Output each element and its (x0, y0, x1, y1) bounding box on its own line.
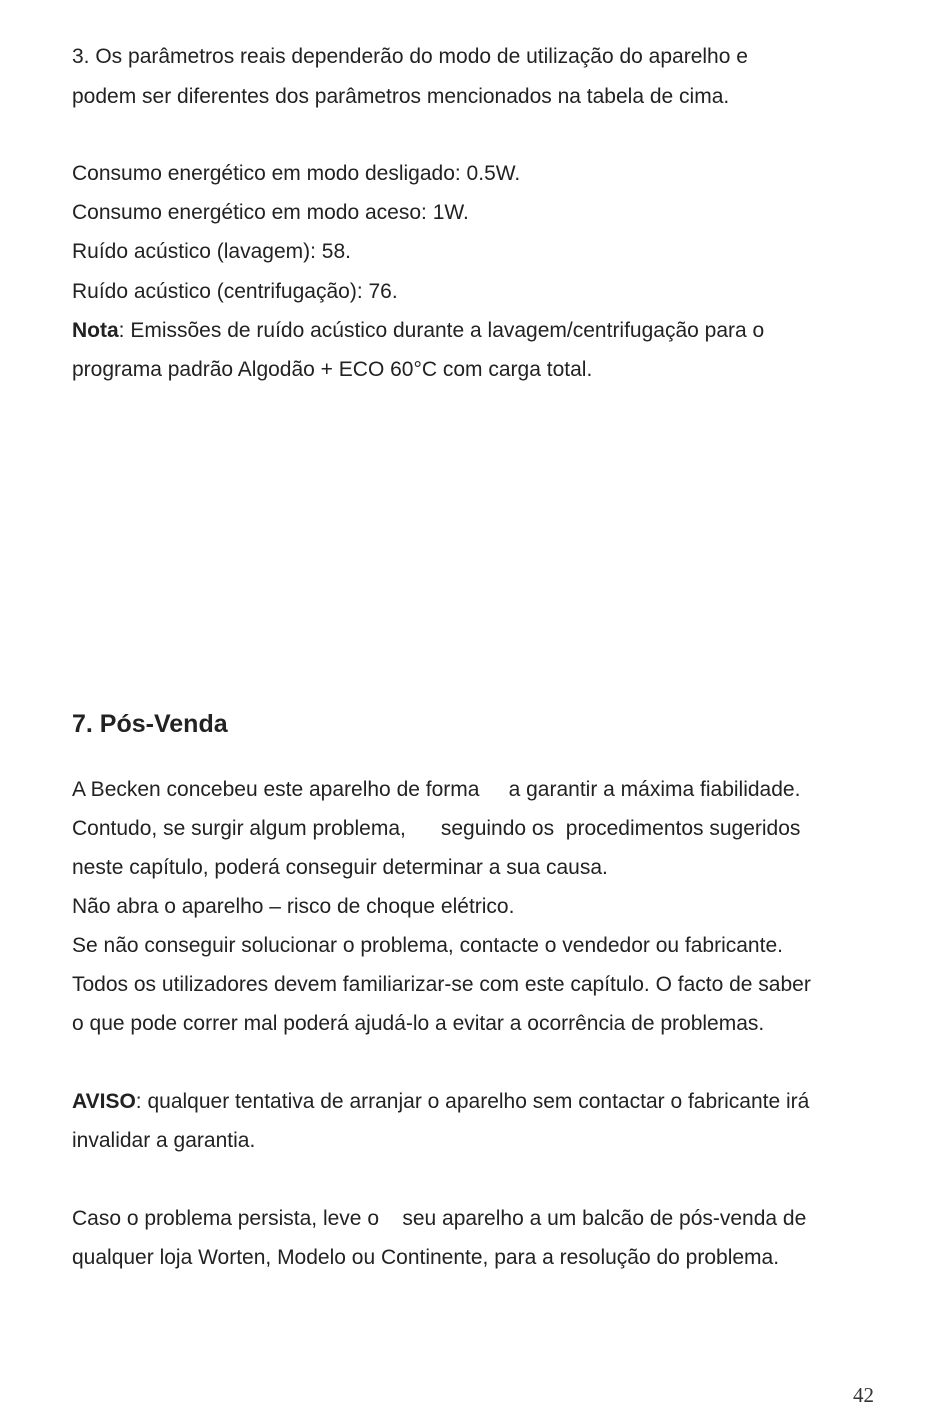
paragraph-line: Todos os utilizadores devem familiarizar-se com este capítulo. O facto de saber (72, 973, 811, 996)
aviso-text: : qualquer tentativa de arranjar o aparelho sem contactar o fabricante irá (135, 1090, 810, 1113)
aviso-label: AVISO (72, 1090, 136, 1113)
final-paragraph-line: Caso o problema persista, leve o seu aparelho a um balcão de pós-venda de (72, 1207, 807, 1230)
paragraph-line: Não abra o aparelho – risco de choque elétrico. (72, 895, 515, 918)
warning-line-2: invalidar a garantia. (72, 1129, 256, 1152)
section-title: 7. Pós-Venda (72, 710, 228, 738)
paragraph-line: neste capítulo, poderá conseguir determinar a sua causa. (72, 856, 608, 879)
spec-nota-line-1 (72, 318, 764, 344)
note-item-3-line-1: 3. Os parâmetros reais dependerão do modo de utilização do aparelho e (72, 45, 748, 68)
spec-on-mode-power: Consumo energético em modo aceso: 1W. (72, 201, 469, 224)
note-item-3-line-2: podem ser diferentes dos parâmetros mencionados na tabela de cima. (72, 85, 730, 108)
spec-off-mode-power: Consumo energético em modo desligado: 0.5W. (72, 162, 521, 185)
page-number: 42 (853, 1383, 874, 1407)
final-paragraph-line: qualquer loja Worten, Modelo ou Continente, para a resolução do problema. (72, 1246, 780, 1269)
paragraph-line: Se não conseguir solucionar o problema, contacte o vendedor ou fabricante. (72, 934, 783, 957)
paragraph-line: o que pode correr mal poderá ajudá-lo a evitar a ocorrência de problemas. (72, 1012, 765, 1035)
warning-line-1 (72, 1089, 809, 1115)
nota-text: : Emissões de ruído acústico durante a lavagem/centrifugação para o (118, 319, 765, 342)
paragraph-line: A Becken concebeu este aparelho de forma a garantir a máxima fiabilidade. (72, 778, 801, 801)
paragraph-line: Contudo, se surgir algum problema, seguindo os procedimentos sugeridos (72, 817, 801, 840)
nota-label: Nota (72, 319, 119, 342)
spec-noise-spin: Ruído acústico (centrifugação): 76. (72, 280, 398, 303)
spec-noise-wash: Ruído acústico (lavagem): 58. (72, 240, 351, 263)
spec-nota-line-2: programa padrão Algodão + ECO 60°C com carga total. (72, 358, 593, 381)
